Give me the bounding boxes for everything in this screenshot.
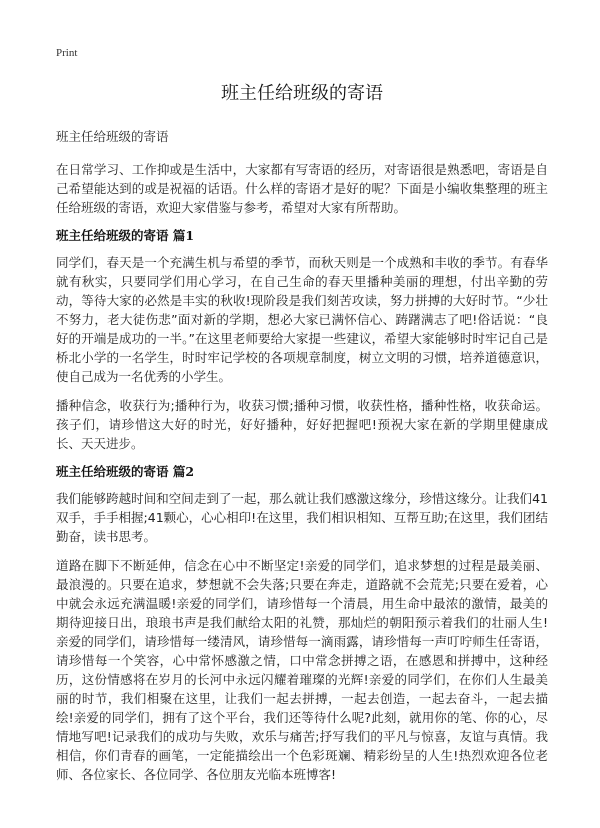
section-heading: 班主任给班级的寄语 篇1: [56, 228, 195, 243]
intro-paragraph: 在日常学习、工作抑或是生活中，大家都有写寄语的经历，对寄语很是熟悉吧，寄语是自己希望能达到的或是祝福的话语。什么样的寄语才是好的呢？下面是小编收集整理的班主任给班级的寄语，欢迎大家借鉴与参考，希望对大家有所帮助。: [56, 162, 548, 215]
section-2: [56, 463, 548, 784]
section-paragraph: 我们能够跨越时间和空间走到了一起，那么就让我们感激这缘分，珍惜这缘分。让我们41双手，手手相握;41颗心，心心相印!在这里，我们相识相知、互帮互助;在这里，我们团结勤奋，读书思考。: [56, 491, 548, 544]
print-label[interactable]: Print: [56, 47, 78, 59]
section-paragraph: 同学们，春天是一个充满生机与希望的季节，而秋天则是一个成熟和丰收的季节。有春华就有秋实，只要同学们用心学习，在自己生命的春天里播种美丽的理想，付出辛勤的劳动，等待大家的必然是丰实的秋收!现阶段是我们刻苦攻读，努力拼搏的大好时节。“少壮不努力，老大徒伤悲”面对新的学期，想必大家已满怀信心、踌躇满志了吧!俗话说：“良好的开端是成功的一半。”在这里老师要给大家提一些建议，希望大家能够时时牢记自己是桥北小学的一名学生，时时牢记学校的各项规章制度，树立文明的习惯，培养道德意识，使自己成为一名优秀的小学生。: [56, 255, 548, 384]
section-1: [56, 227, 548, 453]
section-paragraph: 道路在脚下不断延伸，信念在心中不断坚定!亲爱的同学们，追求梦想的过程是最美丽、最浪漫的。只要在追求，梦想就不会失落;只要在奔走，道路就不会荒芜;只要在爱着，心中就会永远充满温暖!亲爱的同学们，请珍惜每一个清晨，用生命中最浓的激情，最美的期待迎接日出，琅琅书声是我们献给太阳的礼赞，那灿烂的朝阳预示着我们的壮丽人生!亲爱的同学们，请珍惜每一缕清风，请珍惜每一滴雨露，请珍惜每一声叮咛师生任寄语，请珍惜每一个笑容，心中常怀感激之情，口中常念拼搏之语，在感恩和拼搏中，这种经历，这份情感将在岁月的长河中永远闪耀着璀璨的光辉!亲爱的同学们，在你们人生最美丽的时节，我们相聚在这里，让我们一起去拼搏，一起去创造，一起去奋斗，一起去描绘!亲爱的同学们，拥有了这个平台，我们还等待什么呢?此刻，就用你的笔、你的心，尽情地写吧!记录我们的成功与失败，欢乐与痛苦;抒写我们的平凡与惊喜，友谊与真情。我相信，你们青春的画笔，一定能描绘出一个色彩斑斓、精彩纷呈的人生!热烈欢迎各位老师、各位家长、各位同学、各位朋友光临本班博客!: [56, 558, 548, 782]
page-title: 班主任给班级的寄语: [221, 83, 383, 104]
section-paragraph: 播种信念，收获行为;播种行为，收获习惯;播种习惯，收获性格，播种性格，收获命运。孩子们，请珍惜这大好的时光，好好播种，好好把握吧!预祝大家在新的学期里健康成长、天天进步。: [56, 398, 548, 451]
document-subtitle: 班主任给班级的寄语: [56, 129, 169, 144]
section-heading: 班主任给班级的寄语 篇2: [56, 464, 195, 479]
